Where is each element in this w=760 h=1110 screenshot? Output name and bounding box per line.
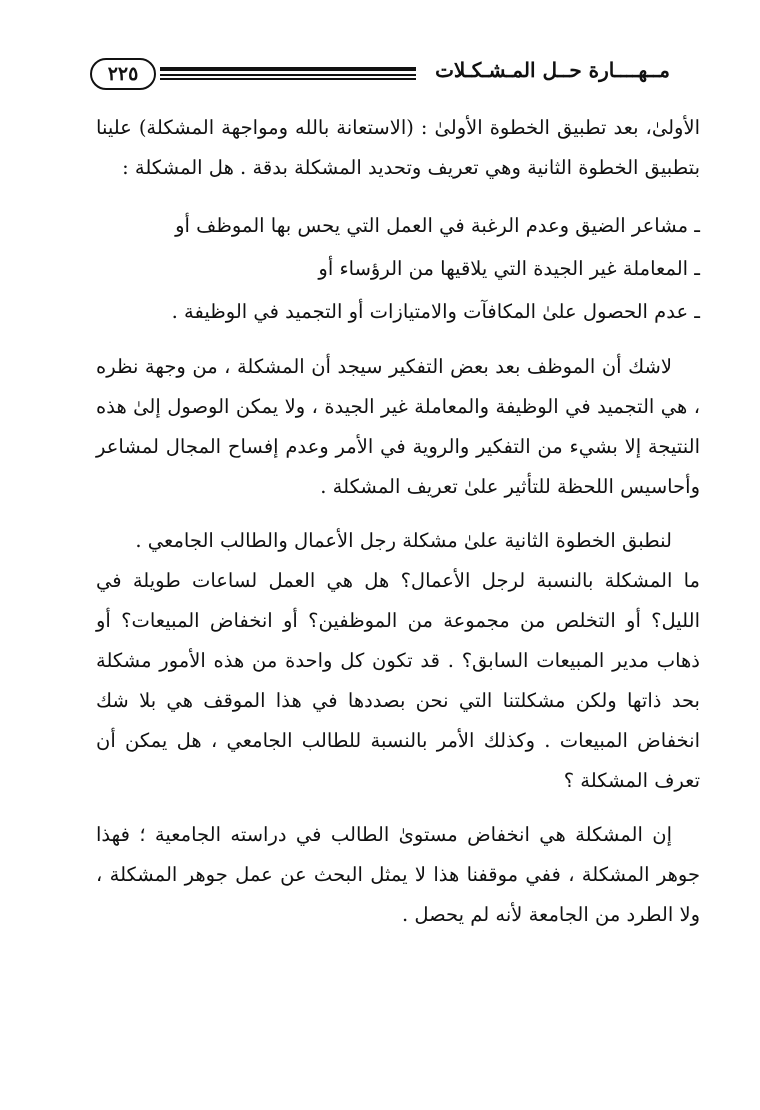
paragraph-5: إن المشكلة هي انخفاض مستوىٰ الطالب في دراسته الجامعية ؛ فهذا جوهر المشكلة ، ففي موقفنا هذا لا يمثل البحث عن عمل جوهر المشكلة ، ولا الطرد من الجامعة لأنه لم يحصل . — [96, 823, 700, 926]
page-body — [96, 108, 700, 935]
page-header — [90, 58, 670, 94]
bullet-list — [96, 204, 700, 333]
paragraph-2: لاشك أن الموظف بعد بعض التفكير سيجد أن المشكلة ، من وجهة نظره ، هي التجميد في الوظيفة والمعاملة غير الجيدة ، ولا يمكن الوصول إلىٰ هذه النتيجة إلا بشيء من التفكير والروية في الأمر وعدم إفساح المجال لمشاعر وأحاسيس اللحظة للتأثير علىٰ تعريف المشكلة . — [96, 355, 700, 498]
bullet-item: ـ المعاملة غير الجيدة التي يلاقيها من الرؤساء أو — [318, 257, 700, 280]
header-rule-thin-line — [160, 74, 416, 76]
bullet-item: ـ عدم الحصول علىٰ المكافآت والامتيازات أو التجميد في الوظيفة . — [171, 300, 700, 323]
header-rule-thick-line — [160, 67, 416, 71]
paragraph-3: لنطبق الخطوة الثانية علىٰ مشكلة رجل الأعمال والطالب الجامعي . — [135, 529, 672, 552]
paragraph-4: ما المشكلة بالنسبة لرجل الأعمال؟ هل هي العمل لساعات طويلة في الليل؟ أو التخلص من مجموعة من الموظفين؟ أو انخفاض المبيعات؟ أو ذهاب مدير المبيعات السابق؟ . قد تكون كل واحدة من هذه الأمور مشكلة بحد ذاتها ولكن مشكلتنا التي نحن بصددها في هذا الموقف هي بلا شك انخفاض المبيعات . وكذلك الأمر بالنسبة للطالب الجامعي ، هل يمكن أن تعرف المشكلة ؟ — [96, 569, 700, 792]
bullet-item: ـ مشاعر الضيق وعدم الرغبة في العمل التي يحس بها الموظف أو — [175, 214, 700, 237]
page-number: ٢٢٥ — [90, 58, 156, 90]
running-title: مــهــــارة حــل المـشـكـلات — [435, 58, 670, 82]
paragraph-1: الأولىٰ، بعد تطبيق الخطوة الأولىٰ : (الاستعانة بالله ومواجهة المشكلة) علينا بتطبيق الخطوة الثانية وهي تعريف وتحديد المشكلة بدقة . هل المشكلة : — [96, 116, 700, 179]
header-rule — [160, 67, 416, 81]
header-rule-thin-line — [160, 78, 416, 80]
